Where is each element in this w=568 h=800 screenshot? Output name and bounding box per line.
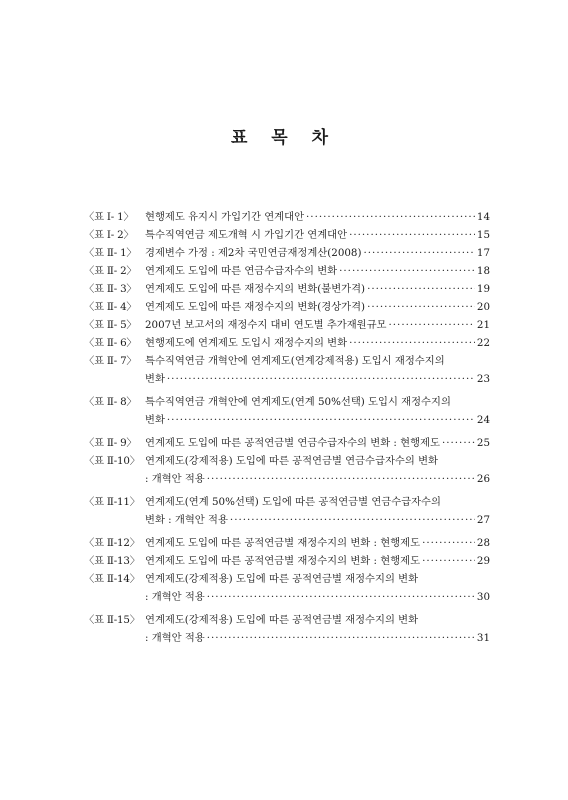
toc-entry-page-number: 19	[476, 283, 490, 295]
toc-leader-dots	[367, 280, 475, 298]
toc-entry-page-number: 15	[476, 229, 490, 241]
toc-entry-title: 변화	[145, 373, 165, 385]
toc-entry-title: 특수직역연금 개혁안에 연계제도(연계강제적용) 도입시 재정수지의	[145, 355, 445, 367]
toc-leader-dots	[367, 298, 475, 316]
toc-entry[interactable]	[84, 352, 490, 388]
toc-entry-page-number: 26	[476, 473, 490, 485]
toc-entry-page-number: 24	[476, 414, 490, 426]
toc-leader-dots	[207, 470, 475, 488]
toc-entry-title: : 개혁안 적용	[145, 632, 205, 644]
toc-entry-label: 〈표 Ⅱ-14〉	[84, 573, 140, 585]
toc-entry-line	[84, 588, 490, 606]
toc-entry-page-number: 27	[476, 514, 490, 526]
toc-entry-title: 연계제도(연계 50%선택) 도입에 따른 공적연금별 연금수급자수의	[145, 496, 441, 508]
toc-entry-title: 변화	[145, 414, 165, 426]
toc-entry-line	[84, 570, 490, 588]
toc-entry-label: 〈표 Ⅱ- 2〉	[84, 265, 137, 277]
toc-entry-line	[84, 411, 490, 429]
toc-entry-line	[84, 552, 490, 570]
table-of-contents-list	[84, 208, 490, 652]
toc-entry-label: 〈표 Ⅱ-13〉	[84, 555, 140, 567]
toc-entry[interactable]	[84, 280, 490, 298]
toc-entry[interactable]	[84, 534, 490, 552]
toc-entry[interactable]	[84, 316, 490, 334]
toc-entry[interactable]	[84, 452, 490, 488]
toc-entry-page-number: 14	[476, 211, 490, 223]
toc-entry-line	[84, 352, 490, 370]
toc-entry-label: 〈표 Ⅱ- 8〉	[84, 396, 137, 408]
toc-entry-label: 〈표 Ⅱ- 4〉	[84, 301, 137, 313]
toc-leader-dots	[389, 316, 475, 334]
toc-entry-title: 2007년 보고서의 재정수지 대비 연도별 추가재원규모	[145, 319, 387, 331]
toc-entry-title: : 개혁안 적용	[145, 591, 205, 603]
toc-entry-title: 연계제도 도입에 따른 재정수지의 변화(불변가격)	[145, 283, 366, 295]
toc-entry-title: 연계제도(강제적용) 도입에 따른 공적연금별 연금수급자수의 변화	[145, 455, 438, 467]
toc-entry-title: : 개혁안 적용	[145, 473, 205, 485]
toc-entry-title: 연계제도 도입에 따른 연금수급자수의 변화	[145, 265, 338, 277]
toc-entry-line	[84, 534, 490, 552]
toc-entry-page-number: 30	[476, 591, 490, 603]
toc-entry-line	[84, 629, 490, 647]
toc-entry[interactable]	[84, 298, 490, 316]
toc-entry-page-number: 20	[476, 301, 490, 313]
toc-leader-dots	[306, 208, 475, 226]
toc-entry-title: 경제변수 가정 : 제2차 국민연금재정계산(2008)	[145, 247, 362, 259]
toc-leader-dots	[207, 588, 475, 606]
toc-leader-dots	[442, 434, 475, 452]
toc-leader-dots	[422, 534, 475, 552]
toc-leader-dots	[207, 629, 475, 647]
toc-entry-title: 연계제도 도입에 따른 재정수지의 변화(경상가격)	[145, 301, 366, 313]
toc-entry-line	[84, 334, 490, 352]
toc-entry-line	[84, 244, 490, 262]
toc-entry-label: 〈표 Ⅱ- 7〉	[84, 355, 137, 367]
toc-entry-label: 〈표 Ⅱ- 1〉	[84, 247, 137, 259]
toc-entry[interactable]	[84, 262, 490, 280]
toc-entry[interactable]	[84, 393, 490, 429]
toc-entry[interactable]	[84, 244, 490, 262]
toc-leader-dots	[364, 244, 475, 262]
toc-entry-title: 연계제도(강제적용) 도입에 따른 공적연금별 재정수지의 변화	[145, 614, 419, 626]
toc-entry-page-number: 29	[476, 555, 490, 567]
toc-leader-dots	[339, 262, 475, 280]
toc-entry-line	[84, 611, 490, 629]
toc-leader-dots	[230, 511, 475, 529]
toc-entry[interactable]	[84, 552, 490, 570]
toc-entry-line	[84, 280, 490, 298]
toc-leader-dots	[167, 370, 475, 388]
toc-entry-label: 〈표 Ⅱ- 3〉	[84, 283, 137, 295]
toc-leader-dots	[349, 334, 475, 352]
toc-entry[interactable]	[84, 334, 490, 352]
toc-entry-line	[84, 208, 490, 226]
toc-entry-line	[84, 298, 490, 316]
toc-entry-page-number: 28	[476, 537, 490, 549]
toc-entry-line	[84, 434, 490, 452]
toc-entry-label: 〈표 Ⅱ- 6〉	[84, 337, 137, 349]
toc-entry-title: 현행제도 유지시 가입기간 연계대안	[145, 211, 305, 223]
toc-entry[interactable]	[84, 493, 490, 529]
toc-entry-page-number: 25	[476, 437, 490, 449]
toc-entry-title: 연계제도(강제적용) 도입에 따른 공적연금별 재정수지의 변화	[145, 573, 419, 585]
toc-entry-line	[84, 370, 490, 388]
toc-leader-dots	[167, 411, 475, 429]
toc-leader-dots	[422, 552, 475, 570]
toc-entry-line	[84, 262, 490, 280]
toc-entry-page-number: 17	[476, 247, 490, 259]
toc-entry-page-number: 18	[476, 265, 490, 277]
toc-entry-line	[84, 493, 490, 511]
toc-entry-line	[84, 452, 490, 470]
toc-entry[interactable]	[84, 611, 490, 647]
toc-entry-line	[84, 511, 490, 529]
toc-entry-page-number: 31	[476, 632, 490, 644]
toc-entry-line	[84, 393, 490, 411]
toc-entry-title: 연계제도 도입에 따른 공적연금별 연금수급자수의 변화 : 현행제도	[145, 437, 440, 449]
toc-entry-label: 〈표 Ⅱ-11〉	[84, 496, 140, 508]
toc-entry[interactable]	[84, 434, 490, 452]
page-title: 표 목 차	[230, 128, 338, 148]
toc-entry-line	[84, 470, 490, 488]
toc-entry[interactable]	[84, 570, 490, 606]
toc-entry-title: 특수직역연금 개혁안에 연계제도(연계 50%선택) 도입시 재정수지의	[145, 396, 451, 408]
toc-entry-title: 연계제도 도입에 따른 공적연금별 재정수지의 변화 : 현행제도	[145, 537, 421, 549]
toc-entry-title: 현행제도에 연계제도 도입시 재정수지의 변화	[145, 337, 348, 349]
toc-entry[interactable]	[84, 208, 490, 226]
toc-entry-line	[84, 226, 490, 244]
toc-entry-label: 〈표 Ⅰ- 1〉	[84, 211, 134, 223]
toc-entry-label: 〈표 Ⅱ- 9〉	[84, 437, 137, 449]
toc-entry-title: 특수직역연금 제도개혁 시 가입기간 연계대안	[145, 229, 348, 241]
toc-entry[interactable]	[84, 226, 490, 244]
toc-entry-title: 변화 : 개혁안 적용	[145, 514, 228, 526]
toc-entry-page-number: 23	[476, 373, 490, 385]
toc-entry-line	[84, 316, 490, 334]
toc-entry-label: 〈표 Ⅱ-10〉	[84, 455, 140, 467]
toc-entry-label: 〈표 Ⅱ- 5〉	[84, 319, 137, 331]
toc-leader-dots	[349, 226, 475, 244]
toc-entry-label: 〈표 Ⅰ- 2〉	[84, 229, 134, 241]
toc-entry-page-number: 22	[476, 337, 490, 349]
toc-entry-page-number: 21	[476, 319, 490, 331]
toc-entry-label: 〈표 Ⅱ-12〉	[84, 537, 140, 549]
toc-entry-title: 연계제도 도입에 따른 공적연금별 재정수지의 변화 : 현행제도	[145, 555, 421, 567]
toc-entry-label: 〈표 Ⅱ-15〉	[84, 614, 140, 626]
